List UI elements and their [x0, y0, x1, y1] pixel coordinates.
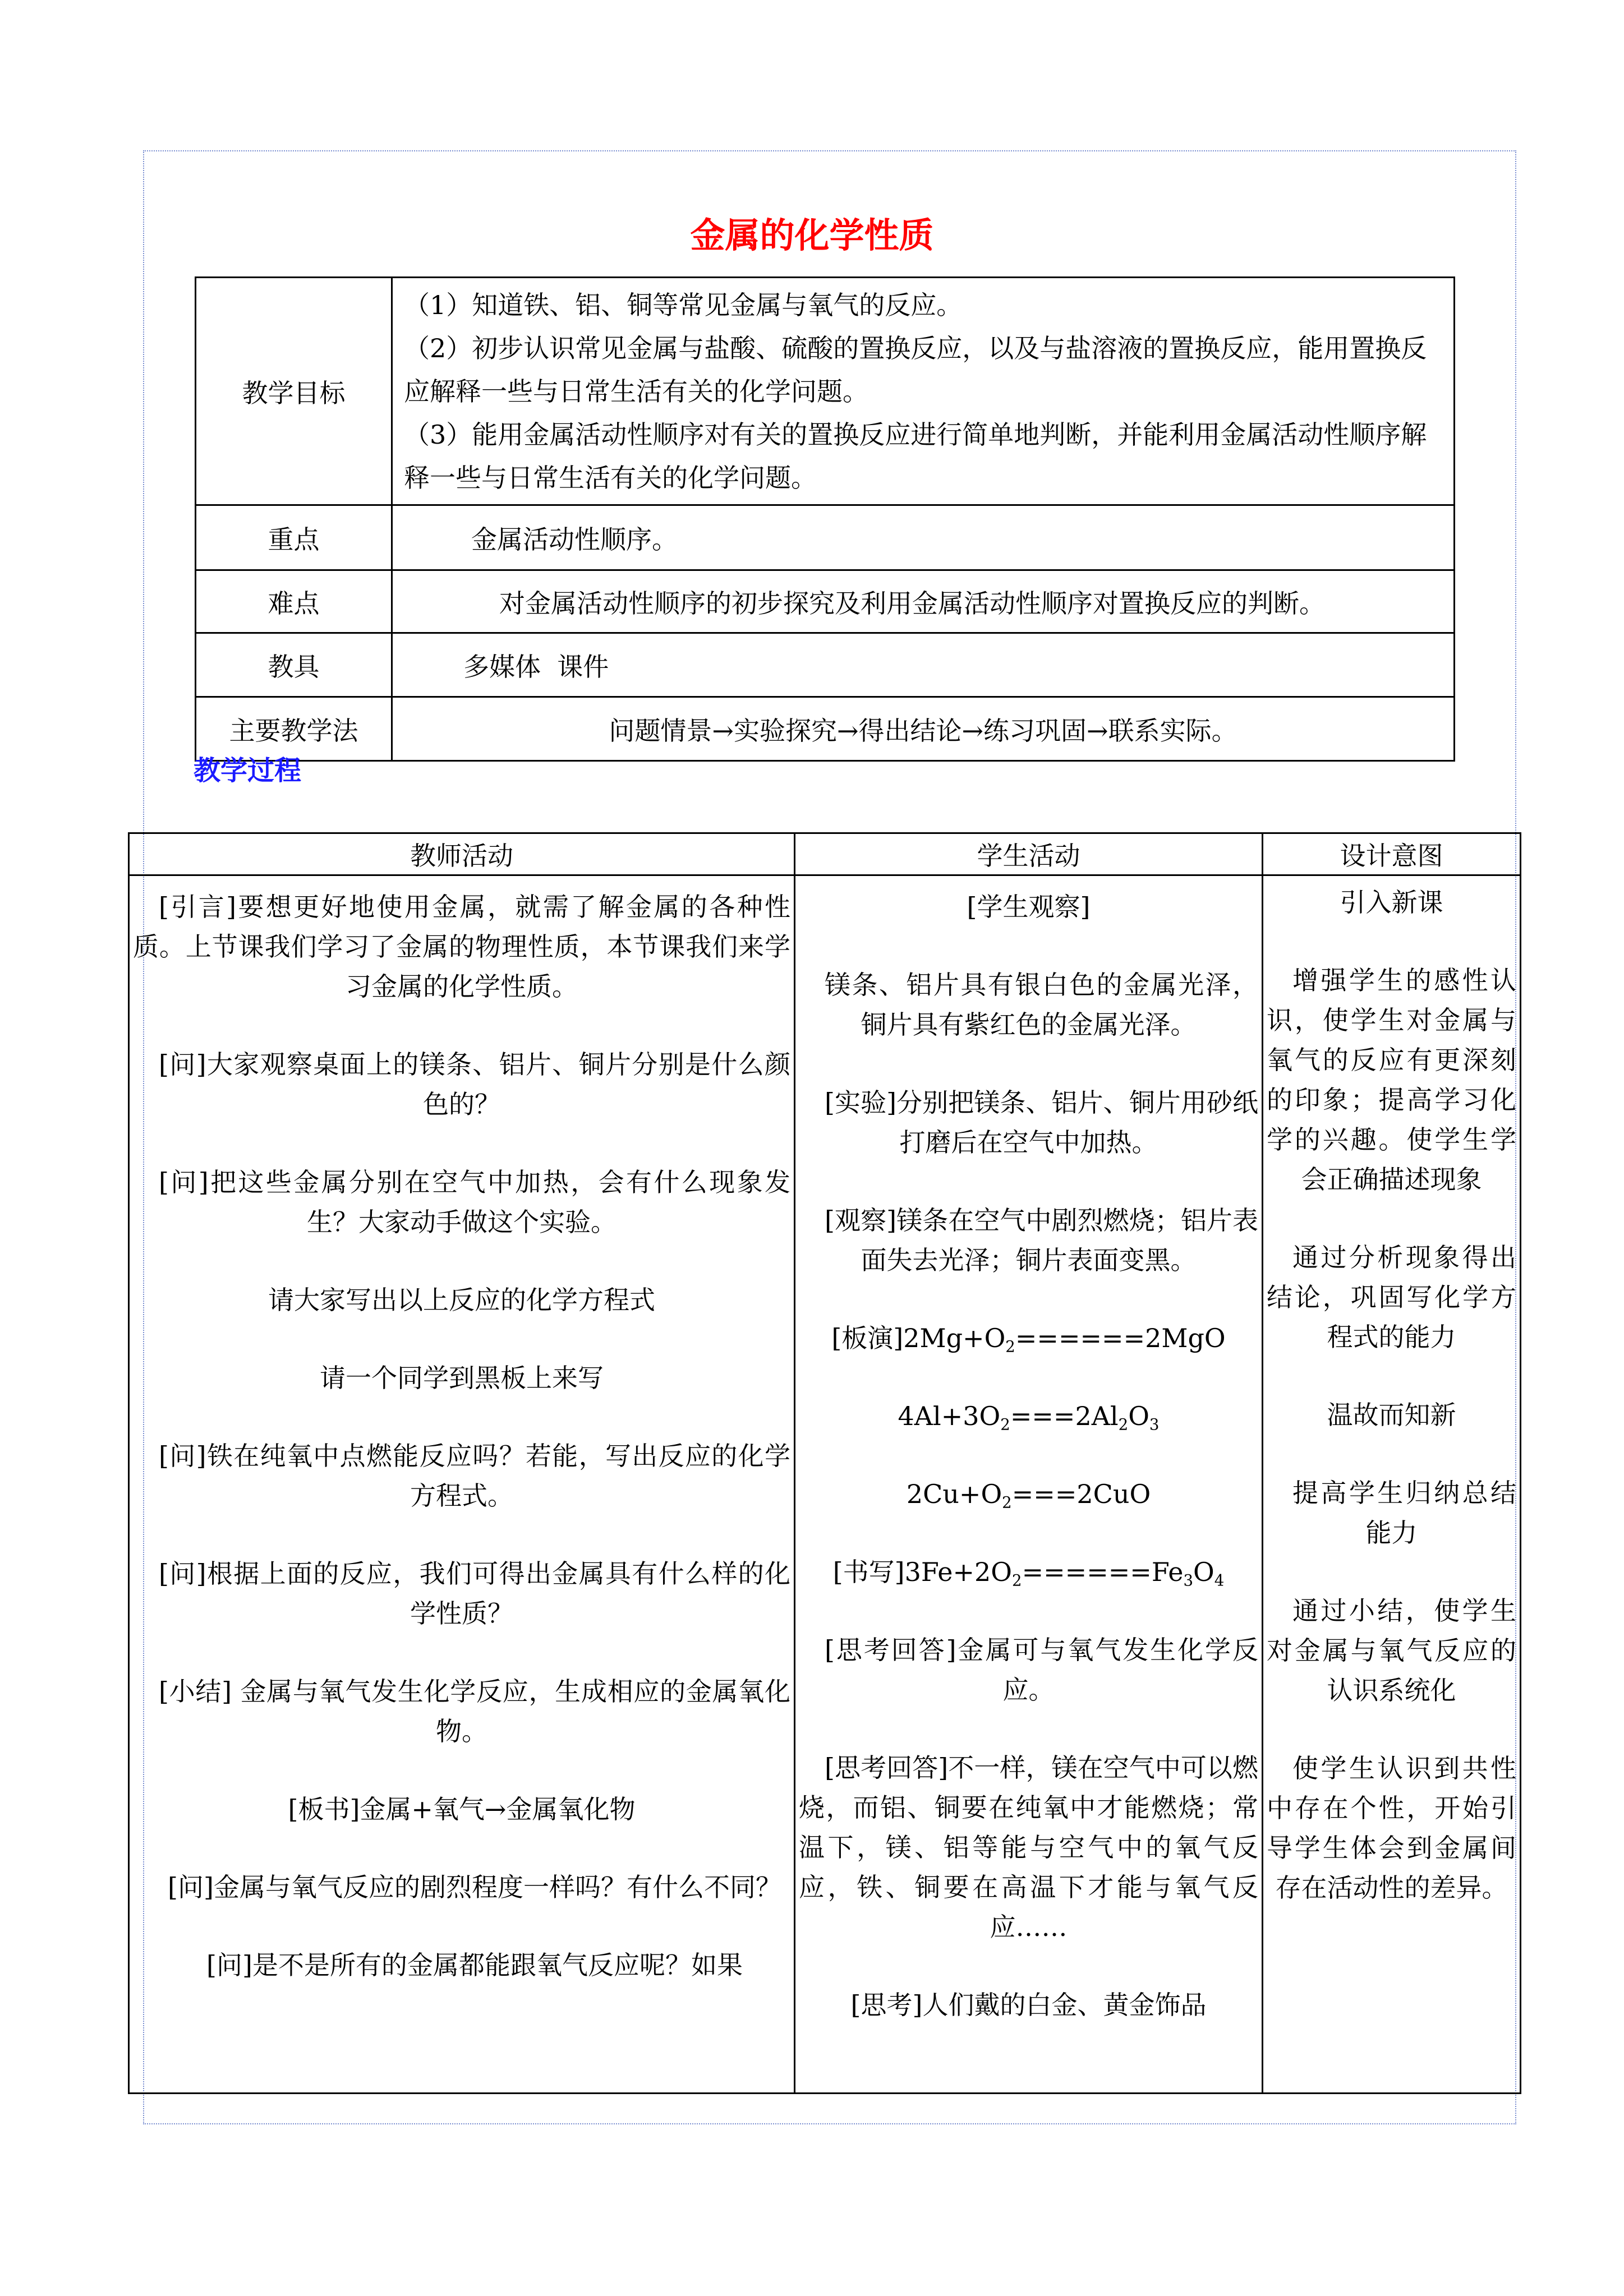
teacher-line: [问]是不是所有的金属都能跟氧气反应呢？如果 — [206, 1950, 743, 1980]
student-line: [思考回答]金属可与氧气发生化学反应。 — [825, 1635, 1258, 1705]
teacher-line: [小结] 金属与氧气发生化学反应，生成相应的金属氧化物。 — [159, 1676, 790, 1746]
objectives-row — [196, 278, 1455, 505]
equation-cu: $2Cu+O_2===2CuO$ — [906, 1479, 1151, 1512]
objective-item: （3）能用金属活动性顺序对有关的置换反应进行简单地判断，并能利用金属活动性顺序解释一些与日常生活有关的化学问题。 — [404, 419, 1427, 493]
student-line: [学生观察] — [967, 892, 1091, 922]
method-value: 问题情景→实验探究→得出结论→练习巩固→联系实际。 — [392, 697, 1455, 761]
intent-line: 通过分析现象得出结论，巩固写化学方程式的能力 — [1267, 1242, 1516, 1352]
objective-item: （2）初步认识常见金属与盐酸、硫酸的置换反应，以及与盐溶液的置换反应，能用置换反应解释一些与日常生活有关的化学问题。 — [404, 333, 1427, 407]
header-student: 学生活动 — [795, 833, 1263, 875]
intent-line: 引入新课 — [1340, 887, 1443, 918]
intent-column — [1263, 875, 1521, 2094]
objective-item: （1）知道铁、铝、铜等常见金属与氧气的反应。 — [404, 290, 963, 320]
page-title: 金属的化学性质 — [690, 215, 934, 256]
intent-line: 提高学生归纳总结能力 — [1292, 1478, 1516, 1548]
teacher-line: [板书]金属+氧气→金属氧化物 — [288, 1794, 636, 1824]
objectives-cell — [392, 278, 1455, 505]
method-label: 主要教学法 — [196, 697, 392, 761]
key-row — [196, 505, 1455, 570]
key-value: 金属活动性顺序。 — [392, 505, 1455, 570]
difficulty-value: 对金属活动性顺序的初步探究及利用金属活动性顺序对置换反应的判断。 — [392, 570, 1455, 633]
tools-label: 教具 — [196, 633, 392, 697]
student-line: [观察]镁条在空气中剧烈燃烧；铝片表面失去光泽；铜片表面变黑。 — [825, 1205, 1258, 1275]
teacher-line: [问]铁在纯氧中点燃能反应吗？若能，写出反应的化学方程式。 — [159, 1441, 790, 1511]
method-row — [196, 697, 1455, 761]
student-column — [795, 875, 1263, 2094]
teacher-line: [问]大家观察桌面上的镁条、铝片、铜片分别是什么颜色的？ — [159, 1049, 790, 1119]
intent-line: 使学生认识到共性中存在个性，开始引导学生体会到金属间存在活动性的差异。 — [1267, 1753, 1516, 1903]
equation-fe: [书写]$3Fe+2O_2======Fe_3O_4$ — [832, 1557, 1225, 1590]
teacher-line: [问]根据上面的反应，我们可得出金属具有什么样的化学性质？ — [159, 1559, 790, 1629]
teacher-line: 请大家写出以上反应的化学方程式 — [268, 1285, 655, 1315]
intent-line: 温故而知新 — [1327, 1400, 1456, 1430]
difficulty-row — [196, 570, 1455, 633]
student-line: [思考回答]不一样，镁在空气中可以燃烧，而铝、铜要在纯氧中才能燃烧；常温下，镁、铝等能与空气中的氧气反应，铁、铜要在高温下才能与氧气反应…… — [799, 1753, 1258, 1942]
teacher-line: [问]金属与氧气反应的剧烈程度一样吗？有什么不同？ — [168, 1872, 781, 1902]
teacher-line: [问]把这些金属分别在空气中加热，会有什么现象发生？大家动手做这个实验。 — [159, 1167, 790, 1237]
header-intent: 设计意图 — [1263, 833, 1521, 875]
key-label: 重点 — [196, 505, 392, 570]
teacher-line: 请一个同学到黑板上来写 — [320, 1363, 604, 1393]
equation-al: $4Al+3O_2===2Al_2O_3$ — [898, 1401, 1160, 1434]
teacher-line: [引言]要想更好地使用金属，就需了解金属的各种性质。上节课我们学习了金属的物理性质，本节课我们来学习金属的化学性质。 — [133, 892, 790, 1002]
equation-mg: [板演]$2Mg+O_2======2MgO$ — [831, 1323, 1226, 1356]
teacher-column — [129, 875, 795, 2094]
student-line: [实验]分别把镁条、铝片、铜片用砂纸打磨后在空气中加热。 — [825, 1087, 1258, 1158]
lesson-info-table — [195, 276, 1455, 762]
objectives-label: 教学目标 — [196, 278, 392, 505]
process-header-row — [129, 833, 1521, 875]
tools-value: 多媒体 课件 — [392, 633, 1455, 697]
process-body-row — [129, 875, 1521, 2094]
tools-row — [196, 633, 1455, 697]
header-teacher: 教师活动 — [129, 833, 795, 875]
student-line: [思考]人们戴的白金、黄金饰品 — [850, 1990, 1207, 2020]
student-line: 镁条、铝片具有银白色的金属光泽，铜片具有紫红色的金属光泽。 — [825, 970, 1258, 1040]
difficulty-label: 难点 — [196, 570, 392, 633]
process-heading: 教学过程 — [194, 755, 302, 786]
intent-line: 增强学生的感性认识，使学生对金属与氧气的反应有更深刻的印象；提高学习化学的兴趣。使学生学会正确描述现象 — [1267, 965, 1516, 1195]
intent-line: 通过小结，使学生对金属与氧气反应的认识系统化 — [1267, 1596, 1516, 1705]
teaching-process-table — [128, 832, 1521, 2094]
